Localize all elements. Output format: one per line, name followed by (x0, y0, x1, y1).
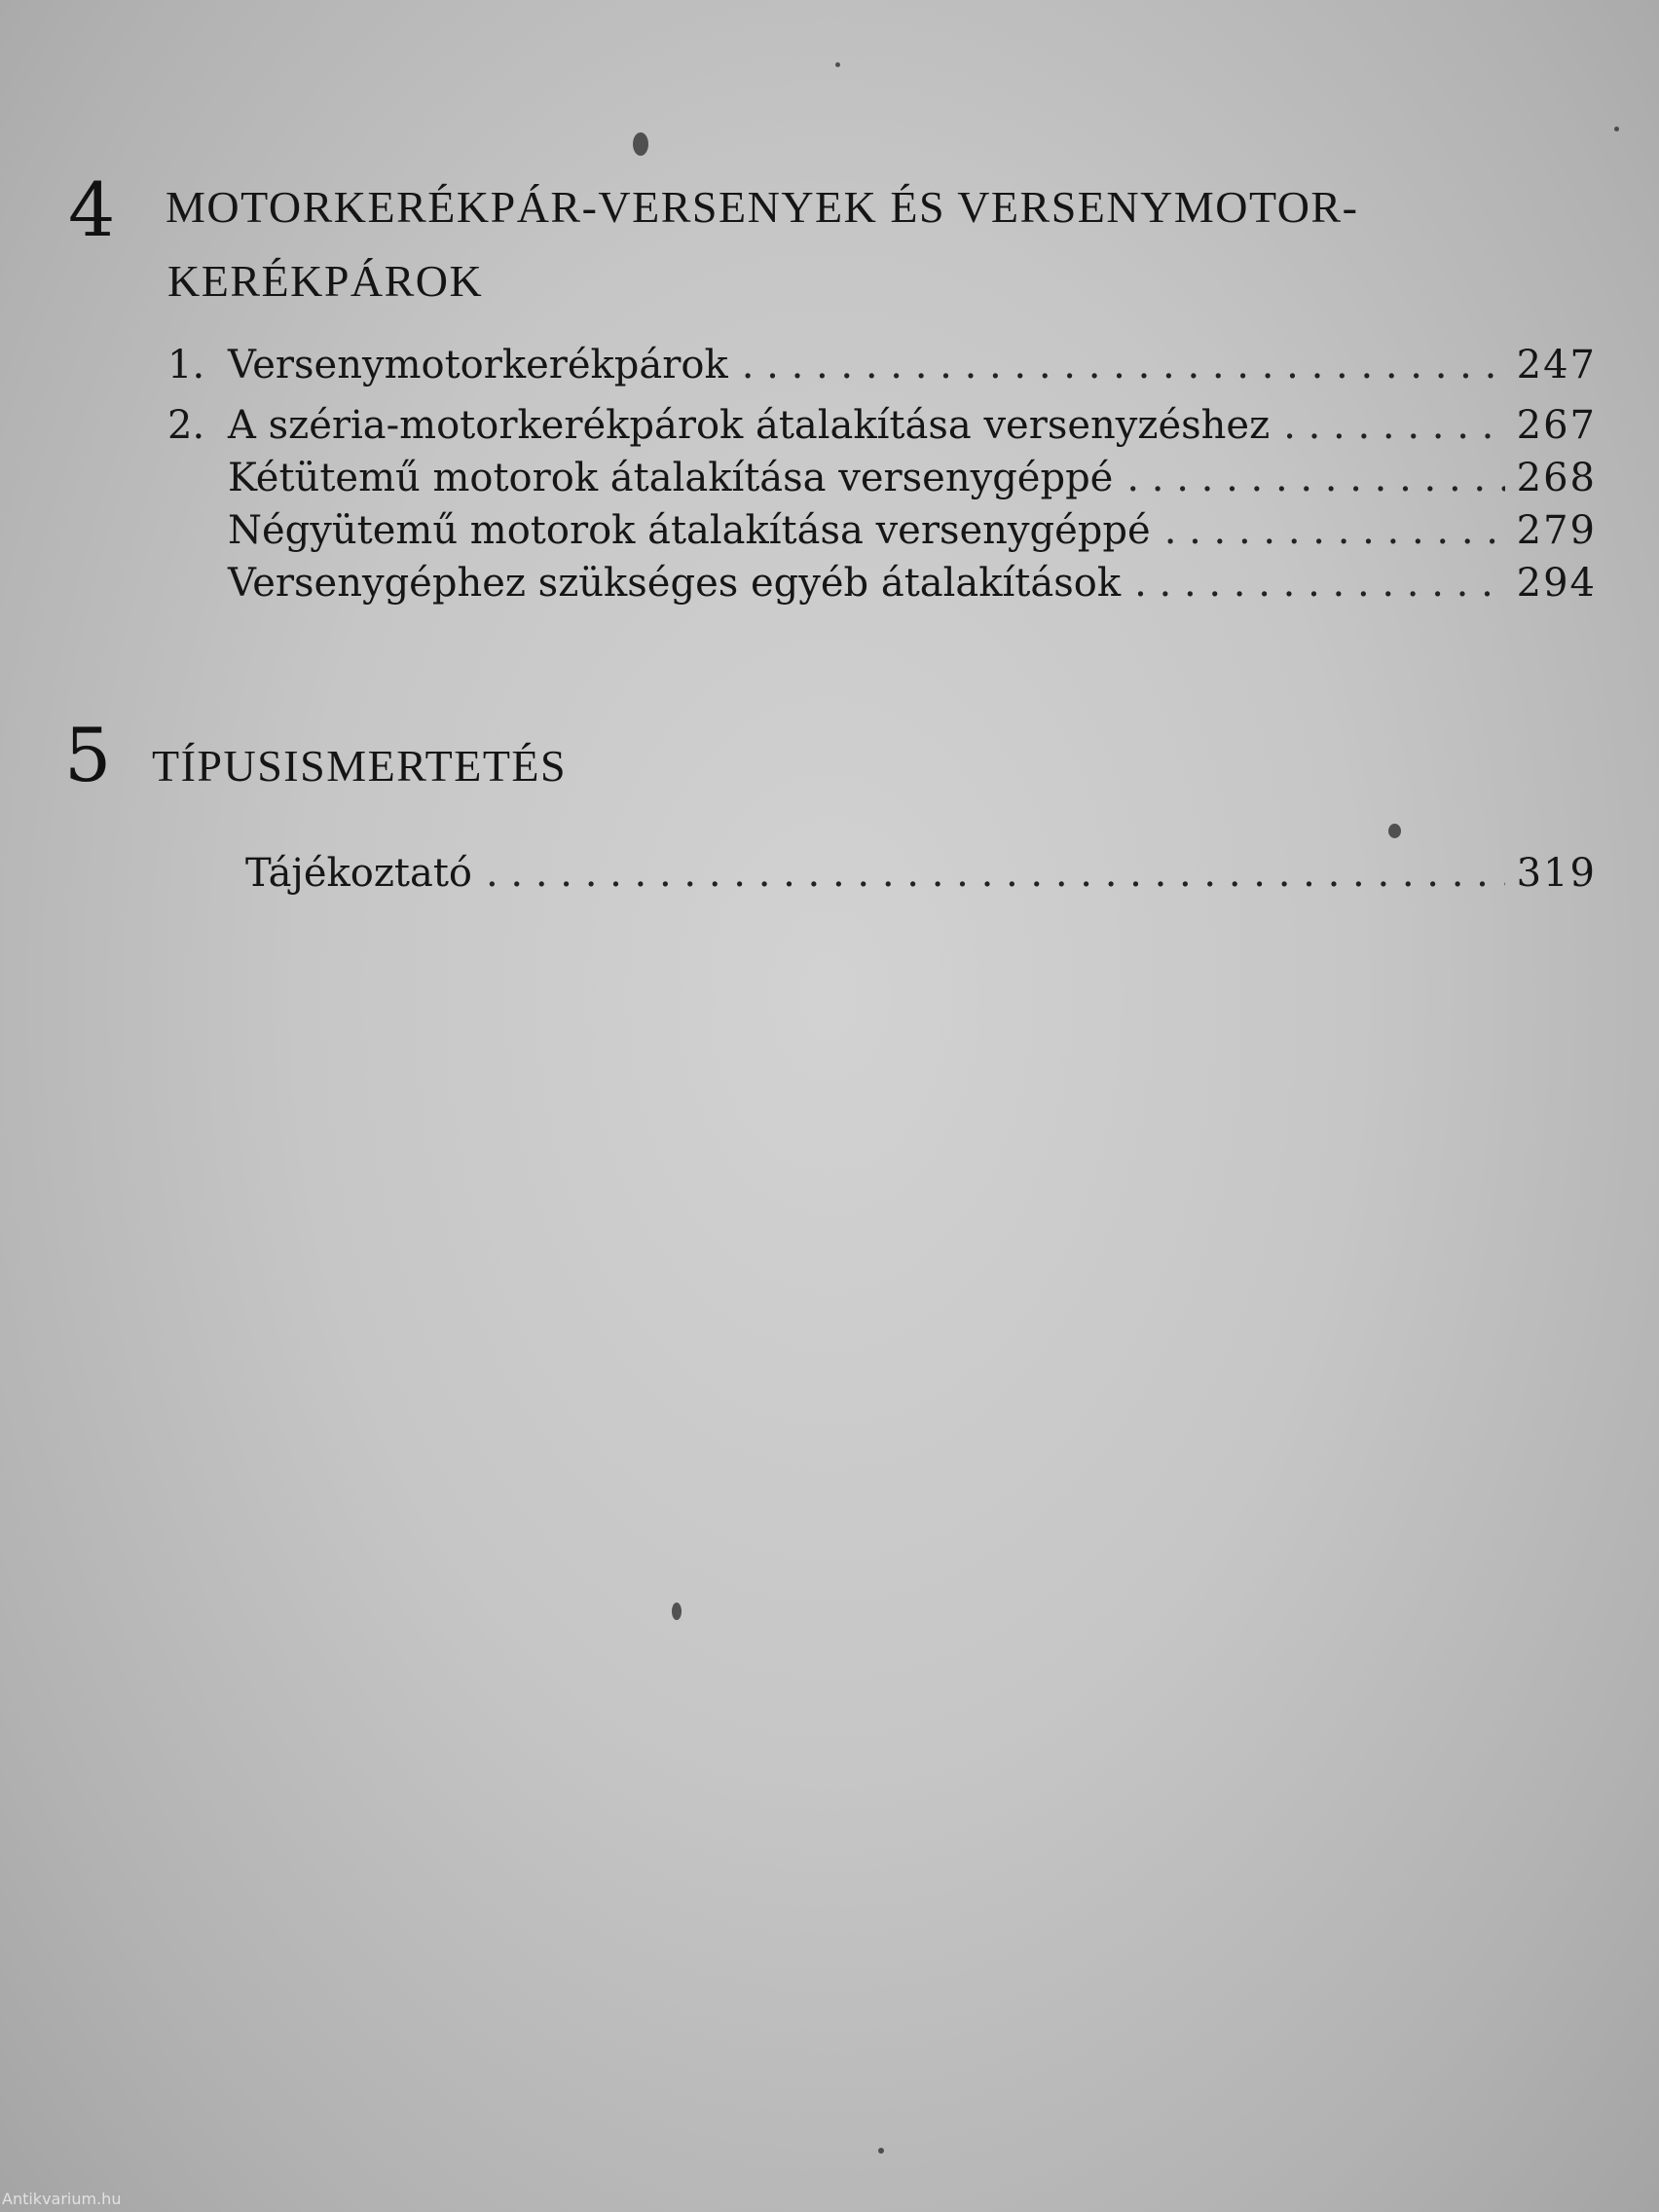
toc-entry[interactable] (167, 452, 1597, 504)
paper-speck (1614, 127, 1619, 131)
chapter-number: 4 (68, 166, 116, 253)
entry-label: Versenygéphez szükséges egyéb átalakítások (228, 561, 1122, 606)
dot-leader (1164, 504, 1505, 557)
toc-entry[interactable] (167, 557, 1597, 609)
toc-entry[interactable] (167, 504, 1597, 557)
paper-speck (672, 1603, 682, 1620)
dot-leader (1134, 557, 1505, 609)
entry-page: 279 (1516, 508, 1597, 553)
chapter-number: 5 (64, 712, 112, 798)
entry-label: Versenymotorkerékpárok (228, 343, 728, 387)
dot-leader (486, 847, 1505, 900)
chapter-title: TÍPUSISMERTETÉS (152, 741, 568, 791)
dot-leader (742, 339, 1505, 391)
dot-leader (1126, 452, 1504, 504)
watermark: Antikvarium.hu (2, 2190, 122, 2208)
entry-label: Kétütemű motorok átalakítása versenygéppé (228, 456, 1114, 500)
entry-page: 319 (1516, 851, 1597, 896)
entry-page: 294 (1516, 561, 1597, 606)
toc-entry[interactable] (167, 339, 1597, 391)
chapter-title-line-1: MOTORKERÉKPÁR-VERSENYEK ÉS VERSENYMOTOR- (166, 182, 1359, 232)
paper-speck (1388, 824, 1401, 838)
paper-speck (835, 62, 840, 67)
entry-label: Tájékoztató (245, 851, 472, 896)
entry-label: A széria-motorkerékpárok átalakítása versenyzéshez (228, 403, 1271, 448)
entry-page: 267 (1516, 403, 1597, 448)
paper-speck (633, 132, 648, 156)
toc-entry[interactable] (245, 847, 1597, 900)
entry-page: 268 (1516, 456, 1597, 500)
paper-speck (878, 2148, 884, 2154)
dot-leader (1283, 399, 1504, 452)
entry-number: 2. (167, 403, 205, 448)
toc-entry[interactable] (167, 399, 1597, 452)
entry-page: 247 (1516, 343, 1597, 387)
chapter-title-line-2: KERÉKPÁROK (167, 256, 484, 306)
entry-label: Négyütemű motorok átalakítása versenygéppé (228, 508, 1151, 553)
entry-number: 1. (167, 343, 205, 387)
